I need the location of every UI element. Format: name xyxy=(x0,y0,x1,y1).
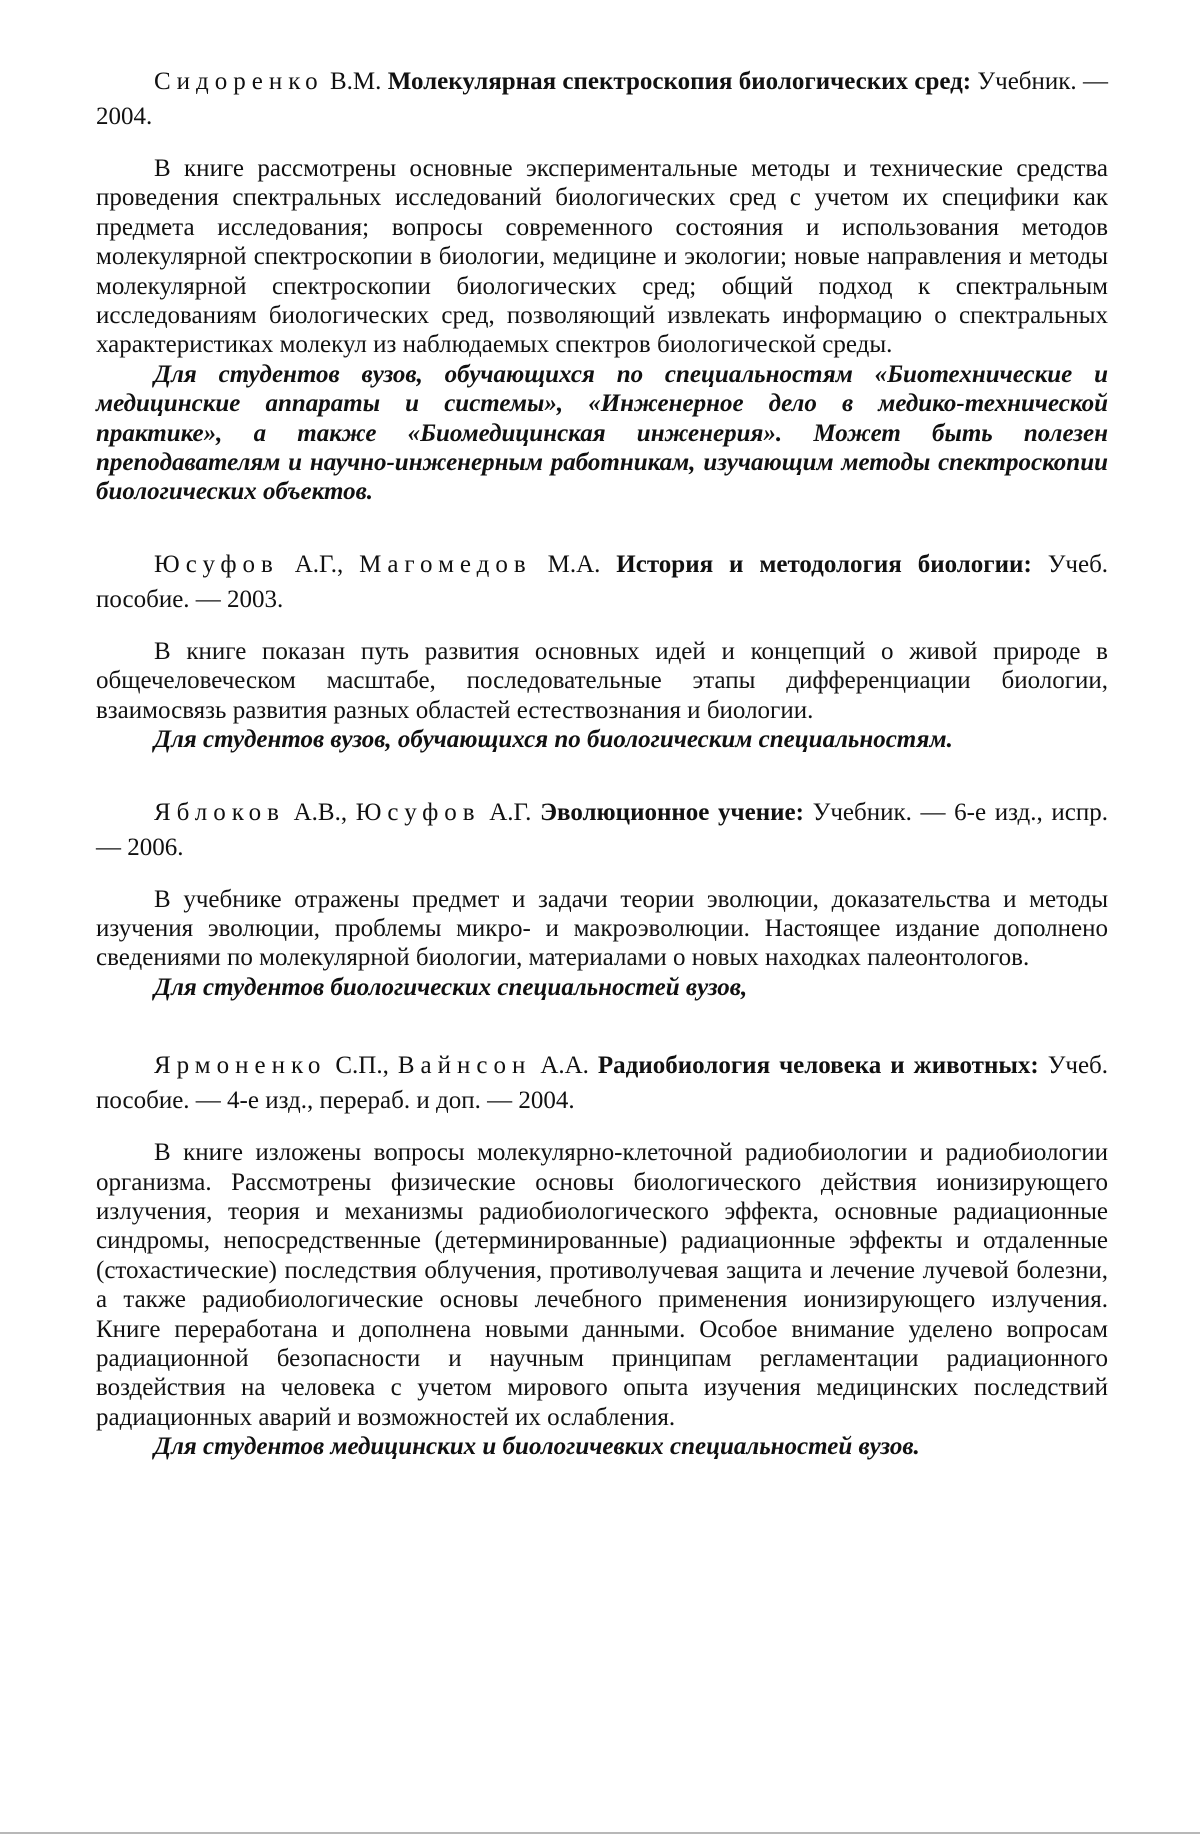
book-title: История и методология биологии: xyxy=(616,550,1032,578)
book-audience: Для студентов вузов, обучающихся по специальностям «Биотехнические и медицинские аппараты и системы», «Инженерное дело в медико-технической практике», а также «Биомедицинская инженерия». Может быть полезен преподавателям и научно-инженерным работникам, изучающим методы спектроскопии биологических объектов. xyxy=(96,360,1108,506)
book-description: В учебнике отражены предмет и задачи теории эволюции, доказательства и методы изучения эволюции, проблемы микро- и макроэволюции. Настоящее издание дополнено сведениями по молекулярной биологии, материалами о новых находках палеонтологов. xyxy=(96,885,1108,972)
book-title: Радиобиология человека и животных: xyxy=(597,1052,1039,1080)
page-bottom-divider xyxy=(0,1832,1200,1834)
author-name: Юсуфов xyxy=(154,550,279,578)
entry-heading xyxy=(96,64,1108,134)
author-initials: С.П., xyxy=(335,1052,389,1080)
book-title: Молекулярная спектроскопия биологических сред: xyxy=(387,68,972,95)
book-entry-sidorenko xyxy=(96,64,1108,507)
book-entry-yusufov xyxy=(96,547,1108,755)
book-meta: Учеб. пособие. — 2003. xyxy=(96,550,1109,613)
author-initials: А.Г., xyxy=(294,550,344,578)
author-initials: А.А. xyxy=(540,1052,589,1080)
book-title: Эволюционное учение: xyxy=(540,798,804,826)
author-name: Яблоков xyxy=(154,798,285,826)
author-name: Вайнсон xyxy=(397,1052,532,1080)
author-name: Магомедов xyxy=(359,550,532,578)
author-initials: А.Г. xyxy=(489,798,532,826)
book-meta: Учебник. — 2004. xyxy=(96,68,1109,130)
entry-heading xyxy=(96,547,1108,617)
author-name: Ярмоненко xyxy=(154,1052,327,1080)
author-initials: В.М. xyxy=(329,68,382,95)
author-initials: А.В., xyxy=(293,798,348,826)
catalog-page xyxy=(96,64,1108,1462)
book-entry-yablokov xyxy=(96,795,1108,1003)
book-audience: Для студентов биологических специальностей вузов, xyxy=(154,973,748,1001)
entry-heading xyxy=(96,1048,1108,1118)
book-description: В книге показан путь развития основных идей и концепций о живой природе в общечеловеческом масштабе, последовательные этапы дифференциации биологии, взаимосвязь развития разных областей естествознания и биологии. xyxy=(96,637,1108,724)
author-name: Юсуфов xyxy=(355,798,481,826)
book-audience: Для студентов вузов, обучающихся по биологическим специальностям. xyxy=(154,726,953,754)
entry-heading xyxy=(96,795,1108,865)
book-description: В книге изложены вопросы молекулярно-клеточной радиобиологии и радиобиологии организма. Рассмотрены физические основы биологического действия ионизирующего излучения, теория и механизмы радиобиологического эффекта, основные радиационные синдромы, непосредственные (детерминированные) радиационные эффекты и отдаленные (стохастические) последствия облучения, противолучевая защита и лечение лучевой болезни, а также радиобиологические основы лечебного применения ионизирующего излучения. Книге переработана и дополнена новыми данными. Особое внимание уделено вопросам радиационной безопасности и научным принципам регламентации радиационного воздействия на человека с учетом мирового опыта изучения медицинских последствий радиационных аварий и возможностей их ослабления. xyxy=(96,1139,1108,1431)
book-meta: Учебник. — 6-е изд., испр. — 2006. xyxy=(96,798,1109,861)
author-name: Сидоренко xyxy=(154,68,324,95)
author-initials: М.А. xyxy=(547,550,601,578)
book-audience: Для студентов медицинских и биологичевких специальностей вузов. xyxy=(154,1433,920,1461)
book-meta: Учеб. пособие. — 4-е изд., перераб. и доп. — 2004. xyxy=(96,1052,1109,1115)
book-entry-yarmonenko xyxy=(96,1048,1108,1461)
book-description: В книге рассмотрены основные экспериментальные методы и технические средства проведения спектральных исследований биологических сред с учетом их специфики как предмета исследования; вопросы современного состояния и использования методов молекулярной спектроскопии в биологии, медицине и экологии; новые направления и методы молекулярной спектроскопии биологических сред; общий подход к спектральным исследованиям биологических сред, позволяющий извлекать информацию о спектральных характеристиках молекул из наблюдаемых спектров биологической среды. xyxy=(96,155,1108,359)
